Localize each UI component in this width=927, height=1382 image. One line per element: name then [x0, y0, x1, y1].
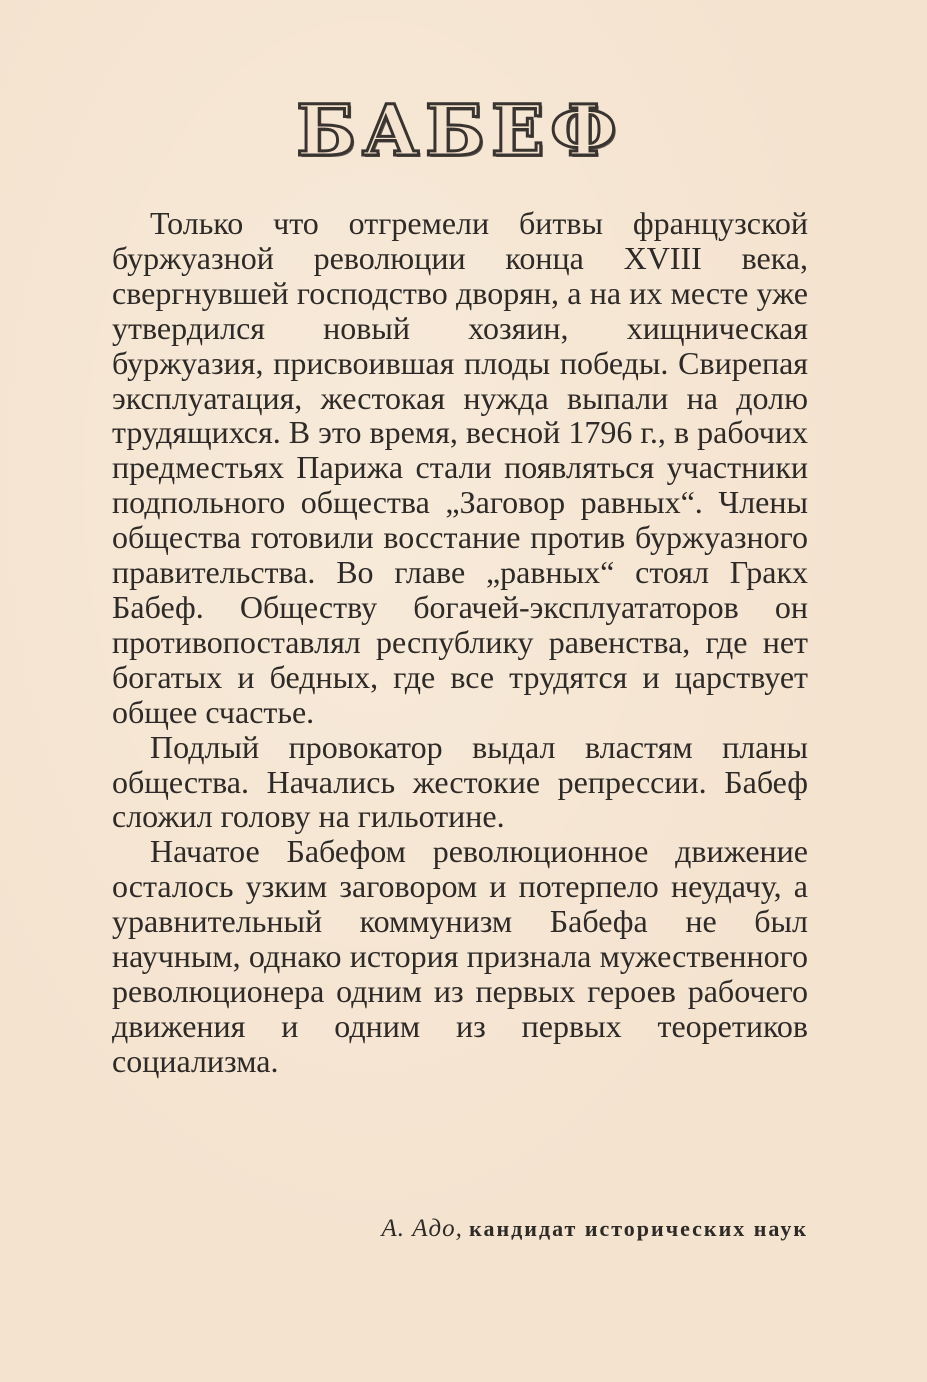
- article-body: [112, 206, 808, 1079]
- author-signature: [112, 1212, 808, 1246]
- author-name: А. Адо,: [381, 1215, 463, 1242]
- title-block: [0, 89, 927, 172]
- paragraph-2: Подлый провокатор выдал властям планы общества. Начались жестокие репрессии. Бабеф сложил голову на гильотине.: [112, 728, 808, 835]
- paragraph-3: Начатое Бабефом революционное движение осталось узким заговором и потерпело неудачу, а уравнительный коммунизм Бабефа не был научным, однако история признала мужественного революционера одним из первых героев рабочего движения и одним из первых теоретиков социализма.: [112, 833, 808, 1079]
- author-credentials: кандидат исторических наук: [469, 1216, 808, 1241]
- page-title: БАБЕФ: [296, 89, 623, 172]
- paragraph-1: Только что отгремели битвы французской буржуазной революции конца XVIII века, свергнувшей господство дворян, а на их месте уже утвердился новый хозяин, хищническая буржуазия, присвоившая плоды победы. Свирепая эксплуатация, жестокая нужда выпали на долю трудящихся. В это время, весной 1796 г., в рабочих предместьях Парижа стали появляться участники подпольного общества „Заговор равных“. Члены общества готовили восстание против буржуазного правительства. Во главе „равных“ стоял Гракх Бабеф. Обществу богачей-эксплуататоров он противопоставлял республику равенства, где нет богатых и бедных, где все трудятся и царствует общее счастье.: [112, 205, 808, 730]
